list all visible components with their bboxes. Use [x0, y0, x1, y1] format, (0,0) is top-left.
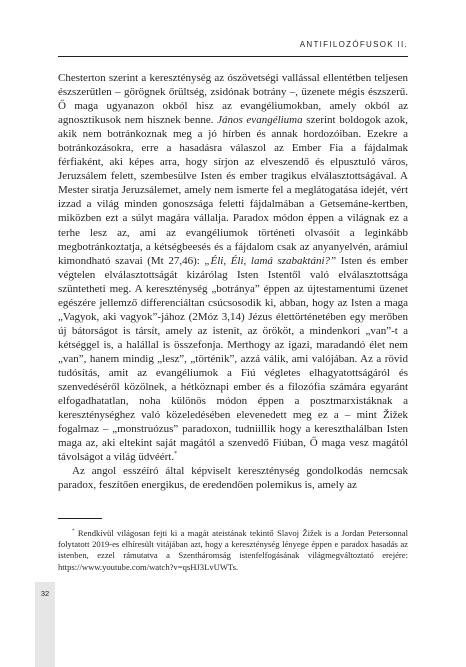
paragraph-1-emphasis-1: János evangéliuma: [217, 114, 303, 127]
footnote-text-block: [58, 528, 408, 573]
footnote-reference: *: [174, 451, 178, 458]
paragraph-1-part-b: szerint boldogok azok, akik nem botránkoznak meg a jó hírben és annak hordozóiban. Ezekre a botránkozásokra, erre a hasadásra válaszol az Ember Fia a fájdalmak férfiaként, aki képes arra, hogy sírjon az elveszendő és elpusztuló város, Jeruzsálem felett, szembesülve Isten és ember tragikus elválasztottságával. A Mester siratja Jeruzsálemet, amely nem ismerte fel a meglátogatása idejét, vért izzad a világ minden gonoszsága feletti fájdalmában a Getsemáne-kertben, miközben ezt a súlyt magára vállalja. Paradox módon éppen a világnak ez a terhe lesz az, ami az evangéliumok történeti olvasóit a leginkább megbotránkoztatja, a kétségbeesés és a fájdalom csak az anyanyelvén, arámiul kimondható szavai (Mt 27,46):: [58, 114, 408, 267]
page-number-tab: [35, 582, 55, 667]
footnote: [58, 528, 408, 573]
footnote-text: Rendkívül világosan fejti ki a magát ateistának tekintő Slavoj Žižek is a Jordan Petersonnal folytatott 2019-es elhíresült vitájában azt, hogy a kereszténység lényege éppen e paradox hasadás az istenben, ezzel rámutatva a Szentháromság istenfelfogásának világmegváltoztató erejére: https://www.youtube.com/watch?v=qsHJ3LvUWTs.: [58, 528, 408, 572]
footnote-rule: [58, 518, 102, 519]
header-rule: [58, 56, 408, 57]
paragraph-1-emphasis-2: „Éli, Éli, lamá szabaktáni?”: [204, 254, 337, 267]
main-text: [58, 71, 408, 492]
paragraph-1: [58, 71, 408, 464]
paragraph-1-part-c: Isten és ember végtelen elválasztottságát kizárólag Isten Istentől való elválasztottsága szüntetheti meg. A kereszténység „botránya” éppen az újtestamentumi üzenet egészére jellemző differenciáltan csúcsosodik ki, abban, hogy az Isten a maga „Vagyok, aki vagyok”-jához (2Móz 3,14) Jézus élettörténetében egy merőben új bátorságot is társít, amely az istenit, az örököt, a mindenkori „van”-t a kétséggel is, a halállal is összefonja. Merthogy az igazi, maradandó élet nem „van”, hanem mindig „lesz”, „történik”, azzá válik, ami valójában. Az a rövid tudósítás, amit az evangéliumok a Fiú végletes elhagyatottságáról és szenvedéséről közölnek, a hétköznapi ember és a filozófia számára egyaránt elfogadhatatlan, noha különös módon éppen a posztmarxistáknak a kereszténységhez való közeledésében elevenedett meg ez a – mint Žižek fogalmaz – „monstruózus” paradoxon, tudniillik hogy a kereszthalálban Isten maga az, aki eltekint saját magától a szenvedő Fiúban, Ő maga vesz magától távolságot a világ üdvéért.: [58, 254, 408, 464]
paragraph-2: Az angol esszéíró által képviselt kereszténység gondolkodás nemcsak paradox, feszítően energikus, de eredendően polemikus is, amely az: [58, 465, 408, 492]
page-number: 32: [40, 589, 50, 598]
paragraph-1-part-a: Chesterton szerint a kereszténység az ószövetségi vallással ellentétben teljesen észszerűtlen – görögnek őrültség, zsidónak botrány –, üzenete mégis észszerű. Ő maga ugyanazon okból hisz az evangéliumokban, amely okból az agnosztikusok nem hisznek benne.: [58, 72, 408, 127]
running-title: ANTIFILOZÓFUSOK II.: [299, 40, 408, 49]
footnote-marker: *: [72, 529, 75, 534]
